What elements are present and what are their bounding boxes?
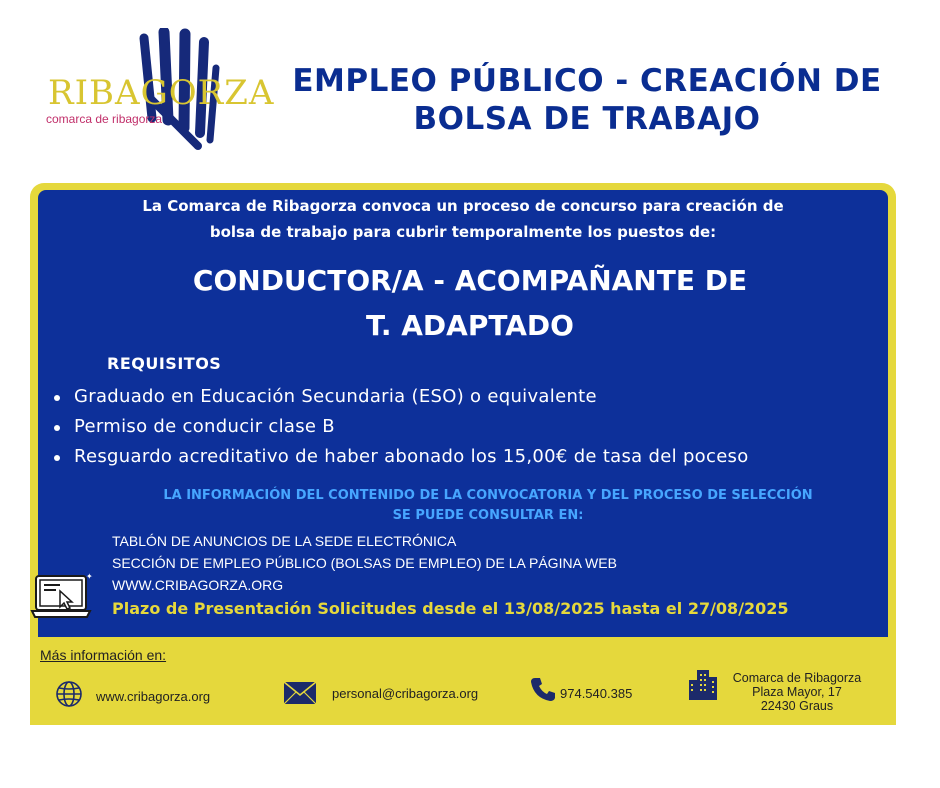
info-heading-line-2: SE PUEDE CONSULTAR EN:	[392, 508, 584, 523]
laptop-click-icon	[30, 571, 96, 623]
title-line-1: EMPLEO PÚBLICO - CREACIÓN DE	[292, 63, 882, 99]
address-line: Plaza Mayor, 17	[752, 685, 842, 699]
phone-icon	[530, 676, 556, 702]
job-line-1: CONDUCTOR/A - ACOMPAÑANTE DE	[192, 264, 748, 297]
address-line: 22430 Graus	[760, 699, 834, 713]
intro-line-1: La Comarca de Ribagorza convoca un proceso de concurso para creación de	[142, 197, 784, 215]
contact-phone[interactable]: 974.540.385	[560, 686, 633, 701]
address-line: Comarca de Ribagorza	[732, 671, 862, 685]
deadline-text: Plazo de Presentación Solicitudes desde el 13/08/2025 hasta el 27/08/2025	[112, 599, 789, 618]
building-icon	[688, 668, 718, 700]
info-line: TABLÓN DE ANUNCIOS DE LA SEDE ELECTRÓNICA	[112, 533, 457, 549]
info-heading	[108, 486, 868, 526]
title-line-2: BOLSA DE TRABAJO	[413, 101, 761, 137]
svg-text:✦: ✦	[86, 572, 93, 581]
info-line: WWW.CRIBAGORZA.ORG	[112, 577, 284, 593]
job-line-2: T. ADAPTADO	[366, 309, 574, 342]
requirement-item: Permiso de conducir clase B	[52, 412, 749, 442]
email-icon	[283, 681, 317, 705]
logo-name: RIBAGORZA	[48, 73, 275, 113]
info-heading-line-1: LA INFORMACIÓN DEL CONTENIDO DE LA CONVOCATORIA Y DEL PROCESO DE SELECCIÓN	[163, 488, 813, 503]
requirement-item: Resguardo acreditativo de haber abonado los 15,00€ de tasa del poceso	[52, 442, 749, 472]
requirement-item: Graduado en Educación Secundaria (ESO) o equivalente	[52, 382, 749, 412]
requirements-list	[52, 382, 749, 472]
contact-email[interactable]: personal@cribagorza.org	[332, 686, 479, 701]
contact-address	[722, 671, 872, 713]
logo	[40, 28, 275, 153]
more-info-label: Más información en:	[40, 647, 167, 663]
info-line: SECCIÓN DE EMPLEO PÚBLICO (BOLSAS DE EMPLEO) DE LA PÁGINA WEB	[112, 555, 617, 571]
logo-subtitle: comarca de ribagorza	[46, 112, 163, 126]
intro-line-2: bolsa de trabajo para cubrir temporalmente los puestos de:	[209, 223, 717, 241]
info-lines	[112, 530, 617, 596]
job-title	[100, 258, 840, 348]
page-title	[262, 62, 912, 138]
requirements-title: REQUISITOS	[107, 354, 222, 373]
globe-icon	[54, 679, 84, 709]
intro-text	[48, 193, 878, 245]
contact-web[interactable]: www.cribagorza.org	[96, 689, 211, 704]
